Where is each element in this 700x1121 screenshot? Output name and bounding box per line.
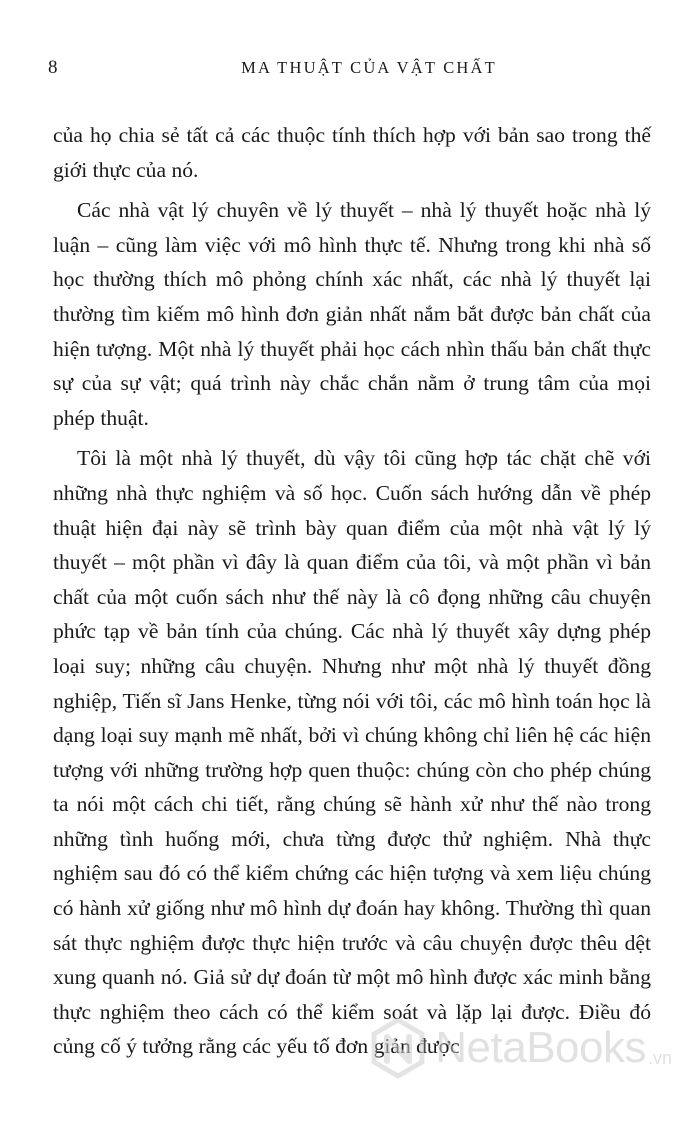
paragraph-1: của họ chia sẻ tất cả các thuộc tính thích hợp với bản sao trong thế giới thực của nó. [53,123,651,182]
running-title: MA THUẬT CỦA VẬT CHẤT [241,58,497,77]
netabooks-logo-icon [367,1017,429,1079]
body-text [53,118,651,1070]
page-header [48,55,652,81]
watermark [367,1013,672,1083]
watermark-suffix: .vn [647,1048,672,1068]
page-number: 8 [48,57,58,78]
paragraph-3: Tôi là một nhà lý thuyết, dù vậy tôi cũng hợp tác chặt chẽ với những nhà thực nghiệm và số học. Cuốn sách hướng dẫn về phép thuật hiện đại này sẽ trình bày quan điểm của một nhà vật lý lý thuyết – một phần vì đây là quan điểm của tôi, và một phần vì bản chất của một cuốn sách như thế này là cô đọng những câu chuyện phức tạp về bản tính của chúng. Các nhà lý thuyết xây dựng phép loại suy; những câu chuyện. Nhưng như một nhà lý thuyết đồng nghiệp, Tiến sĩ Jans Henke, từng nói với tôi, các mô hình toán học là dạng loại suy mạnh mẽ nhất, bởi vì chúng không chỉ liên hệ các hiện tượng với những trường hợp quen thuộc: chúng còn cho phép chúng ta nói một cách chi tiết, rằng chúng sẽ hành xử như thế nào trong những tình huống mới, chưa từng được thử nghiệm. Nhà thực nghiệm sau đó có thể kiểm chứng các hiện tượng và xem liệu chúng có hành xử giống như mô hình dự đoán hay không. Thường thì quan sát thực nghiệm được thực hiện trước và câu chuyện được thêu dệt xung quanh nó. Giả sử dự đoán từ một mô hình được xác minh bằng thực nghiệm theo cách có thể kiểm soát và lặp lại được. Điều đó củng cố ý tưởng rằng các yếu tố đơn giản được [53,446,651,1059]
watermark-name: NetaBooks [435,1023,646,1072]
paragraph-2: Các nhà vật lý chuyên về lý thuyết – nhà lý thuyết hoặc nhà lý luận – cũng làm việc với mô hình thực tế. Nhưng trong khi nhà số học thường thích mô phỏng chính xác nhất, các nhà lý thuyết lại thường tìm kiếm mô hình đơn giản nhất nắm bắt được bản chất của hiện tượng. Một nhà lý thuyết phải học cách nhìn thấu bản chất thực sự của sự vật; quá trình này chắc chắn nằm ở trung tâm của mọi phép thuật. [53,198,651,430]
